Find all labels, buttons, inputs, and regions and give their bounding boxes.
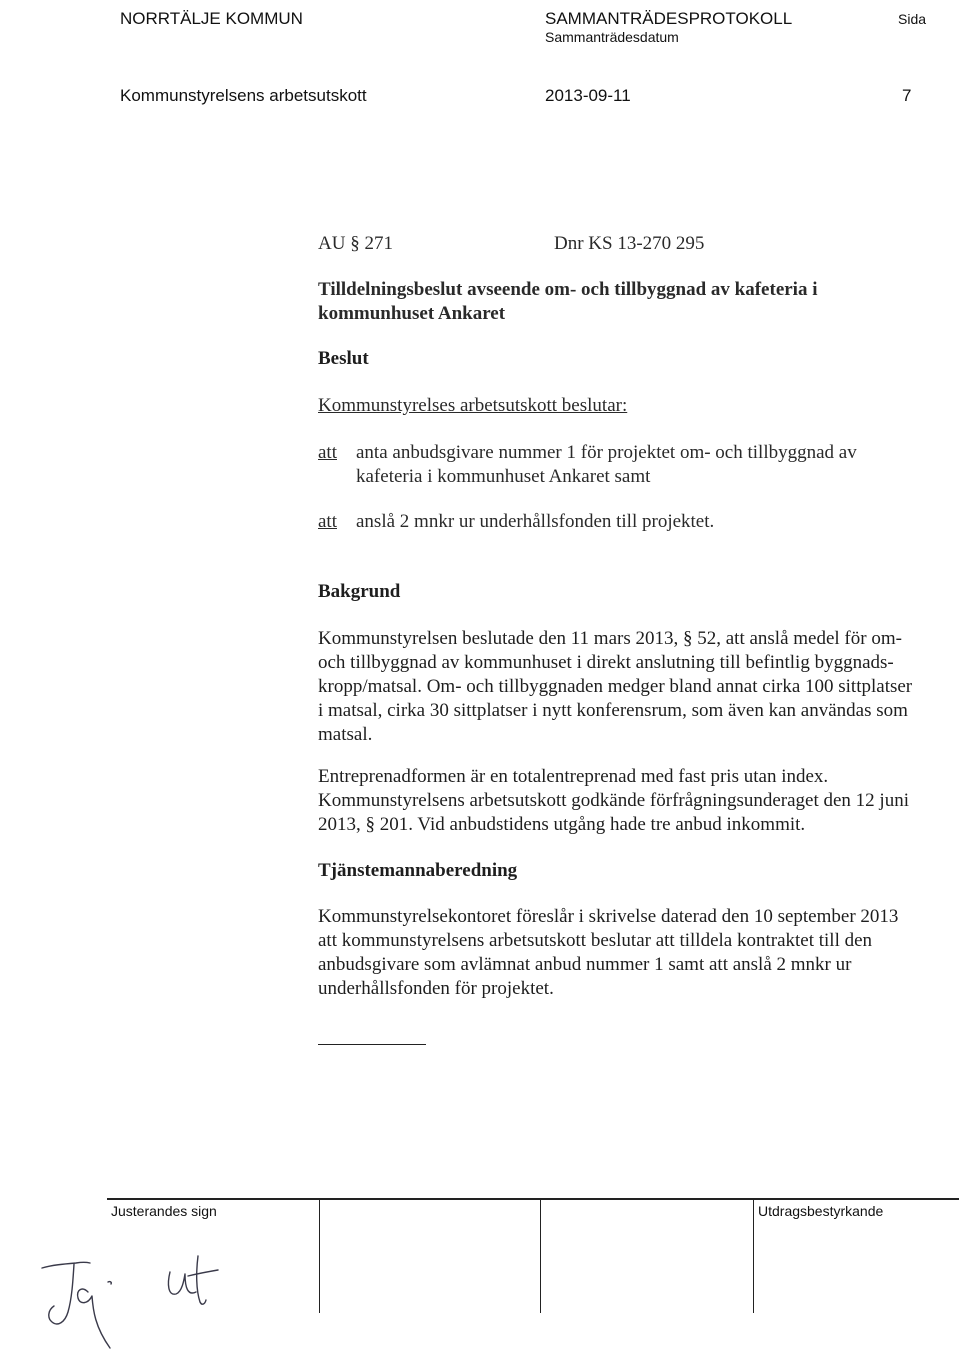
page-label: Sida	[898, 11, 927, 27]
municipality-name: NORRTÄLJE KOMMUN	[120, 9, 303, 28]
bakgrund-paragraph-1	[318, 627, 912, 747]
case-title-line: Tilldelningsbeslut avseende om- och tillbyggnad av kafeteria i	[318, 279, 818, 300]
document-type: SAMMANTRÄDESPROTOKOLL	[545, 9, 793, 28]
signature-cell	[320, 1199, 541, 1313]
diary-number: Dnr KS 13-270 295	[554, 233, 705, 254]
committee-name: Kommunstyrelsens arbetsutskott	[120, 86, 367, 105]
meeting-date: 2013-09-11	[545, 86, 631, 105]
text-line: anbudsgivare som avlämnat anbud nummer 1 samt att anslå 2 mnkr ur	[318, 954, 852, 975]
decision-marker: att	[318, 511, 337, 532]
text-line: att kommunstyrelsens arbetsutskott beslutar att tilldela kontraktet till den	[318, 930, 873, 951]
page-number: 7	[902, 86, 912, 105]
decision-marker: att	[318, 442, 337, 463]
meeting-date-label: Sammanträdesdatum	[545, 29, 679, 45]
decision-text	[356, 441, 857, 489]
case-title	[318, 278, 818, 326]
text-line: 2013, § 201. Vid anbudstidens utgång hade tre anbud inkommit.	[318, 814, 806, 835]
decision-text	[356, 510, 714, 534]
beredning-heading: Tjänstemannaberedning	[318, 860, 518, 881]
case-title-line: kommunhuset Ankaret	[318, 303, 506, 324]
decision-intro: Kommunstyrelses arbetsutskott beslutar:	[318, 395, 628, 416]
decision-text-line: kafeteria i kommunhuset Ankaret samt	[356, 466, 651, 487]
signature-cell	[541, 1199, 754, 1313]
decision-text-line: anta anbudsgivare nummer 1 för projektet om- och tillbyggnad av	[356, 442, 857, 463]
beredning-paragraph	[318, 905, 898, 1001]
text-line: Kommunstyrelsekontoret föreslår i skrivelse daterad den 10 september 2013	[318, 906, 899, 927]
text-line: underhållsfonden för projektet.	[318, 978, 554, 999]
text-line: Kommunstyrelsen beslutade den 11 mars 2013, § 52, att anslå medel för om-	[318, 628, 902, 649]
bakgrund-paragraph-2	[318, 765, 909, 837]
text-line: och tillbyggnad av kommunhuset i direkt anslutning till befintlig byggnads-	[318, 652, 894, 673]
decision-item	[318, 441, 918, 489]
bakgrund-heading: Bakgrund	[318, 581, 401, 602]
text-line: Entreprenadformen är en totalentreprenad med fast pris utan index.	[318, 766, 829, 787]
text-line: matsal.	[318, 724, 373, 745]
paragraph-number: AU § 271	[318, 233, 393, 254]
beslut-heading: Beslut	[318, 348, 369, 369]
utdragsbestyrkande-label: Utdragsbestyrkande	[758, 1203, 884, 1219]
decision-text-line: anslå 2 mnkr ur underhållsfonden till projektet.	[356, 511, 715, 532]
handwritten-initials	[30, 1232, 260, 1352]
end-rule	[318, 1044, 426, 1045]
extract-cell	[754, 1199, 960, 1313]
text-line: kropp/matsal. Om- och tillbyggnaden medger bland annat cirka 100 sittplatser	[318, 676, 913, 697]
text-line: i matsal, cirka 30 sittplatser i nytt konferensrum, som även kan användas som	[318, 700, 908, 721]
justerandes-sign-label: Justerandes sign	[111, 1203, 217, 1219]
decision-item	[318, 510, 918, 534]
text-line: Kommunstyrelsens arbetsutskott godkände förfrågningsunderaget den 12 juni	[318, 790, 909, 811]
